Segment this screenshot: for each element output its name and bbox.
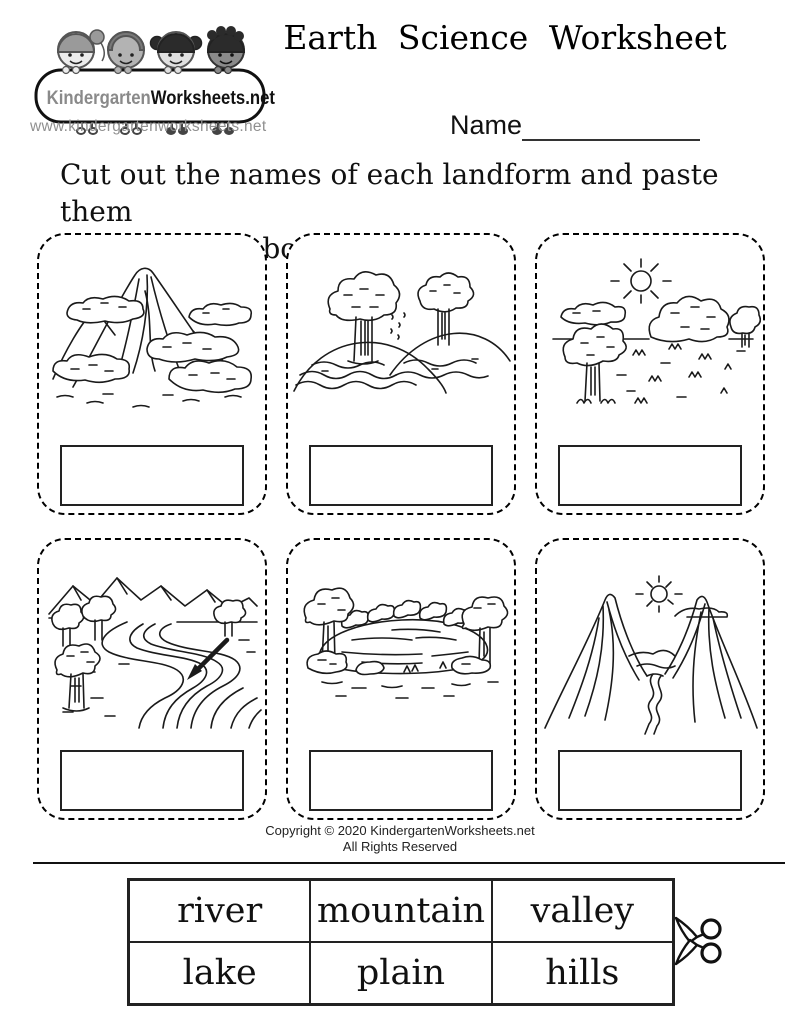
hills-illustration xyxy=(292,251,512,439)
instructions-line1: Cut out the names of each landform and paste them xyxy=(60,158,719,228)
answer-box-4[interactable] xyxy=(60,750,244,811)
lake-illustration xyxy=(292,556,512,744)
card-river xyxy=(37,538,267,820)
answer-box-5[interactable] xyxy=(309,750,493,811)
copyright-line1: Copyright © 2020 KindergartenWorksheets.net xyxy=(265,823,535,838)
logo-wordmark-gray: Kindergarten xyxy=(46,88,151,109)
word-card-lake[interactable]: lake xyxy=(129,942,310,1004)
copyright-notice xyxy=(0,823,800,855)
card-hills xyxy=(286,233,516,515)
name-label: Name xyxy=(450,110,523,140)
page-title: Earth Science Worksheet xyxy=(283,18,727,57)
copyright-line2: All Rights Reserved xyxy=(342,839,458,854)
answer-box-1[interactable] xyxy=(60,445,244,506)
card-plain xyxy=(535,233,765,515)
card-lake xyxy=(286,538,516,820)
card-valley xyxy=(535,538,765,820)
name-field xyxy=(450,110,700,141)
mountain-illustration xyxy=(43,251,263,439)
answer-box-3[interactable] xyxy=(558,445,742,506)
valley-illustration xyxy=(541,556,761,744)
word-bank-table xyxy=(127,878,675,1006)
cut-divider-line xyxy=(33,862,785,864)
logo-wordmark-black: Worksheets.net xyxy=(150,88,275,109)
word-card-river[interactable]: river xyxy=(129,880,310,942)
scissors-icon xyxy=(673,911,731,971)
card-mountain xyxy=(37,233,267,515)
river-illustration xyxy=(43,556,263,744)
answer-box-2[interactable] xyxy=(309,445,493,506)
logo-wordmark xyxy=(46,88,275,110)
word-card-hills[interactable]: hills xyxy=(492,942,673,1004)
plain-illustration xyxy=(541,251,761,439)
word-card-mountain[interactable]: mountain xyxy=(310,880,491,942)
word-card-valley[interactable]: valley xyxy=(492,880,673,942)
answer-box-6[interactable] xyxy=(558,750,742,811)
word-card-plain[interactable]: plain xyxy=(310,942,491,1004)
name-blank-line[interactable] xyxy=(522,111,700,141)
website-url: www.kindergartenworksheets.net xyxy=(30,118,267,135)
